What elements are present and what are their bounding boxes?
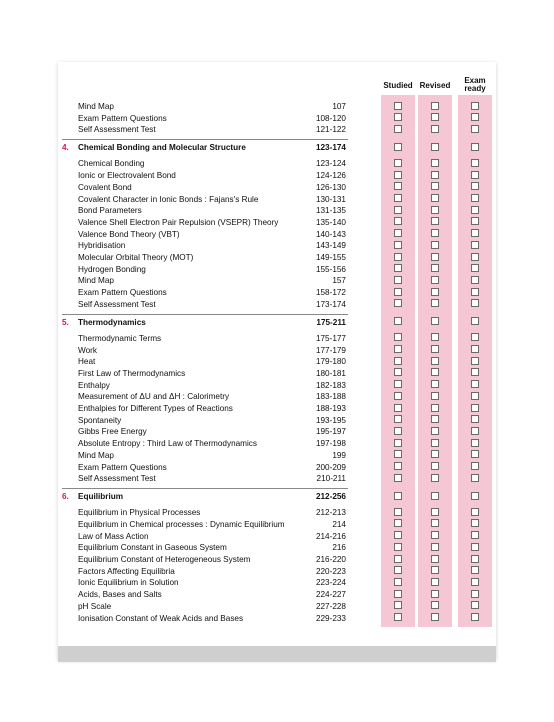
- topic-title: Ionic Equilibrium in Solution: [78, 578, 179, 588]
- topic-title: Valence Shell Electron Pair Repulsion (VSEPR) Theory: [78, 217, 279, 227]
- page-range: 182-183: [315, 380, 346, 390]
- topic-row: [0, 182, 554, 193]
- column-header-studied: Studied: [383, 81, 413, 90]
- page-range: 177-179: [315, 345, 346, 355]
- page-range: 149-155: [315, 253, 346, 262]
- topic-title: Self Assessment Test: [78, 125, 156, 135]
- topic-row: [0, 287, 554, 298]
- topic-row: [0, 613, 554, 624]
- topic-title: Self Assessment Test: [78, 474, 156, 484]
- page-range: 140-143: [315, 229, 346, 239]
- page-range: 210-211: [316, 474, 346, 484]
- topic-row: [0, 113, 554, 124]
- topic-title: Spontaneity: [78, 415, 122, 425]
- page-range: 214-216: [315, 531, 346, 541]
- page-range: 131-135: [315, 206, 346, 216]
- topic-title: Exam Pattern Questions: [78, 462, 167, 472]
- page-range: 227-228: [315, 601, 346, 611]
- topic-row: [0, 158, 554, 169]
- page-range: 199: [332, 450, 346, 460]
- topic-row: [0, 170, 554, 181]
- chapter-divider: [62, 488, 348, 489]
- topic-title: Hybridisation: [78, 241, 126, 251]
- topic-title: Valence Bond Theory (VBT): [78, 229, 180, 239]
- page-range: 188-193: [315, 404, 346, 413]
- page-range: 158-172: [315, 288, 346, 298]
- topic-row: [0, 473, 554, 484]
- topic-row: [0, 589, 554, 600]
- topic-row: [0, 240, 554, 251]
- page-range: 214: [332, 519, 346, 529]
- topic-row: [0, 356, 554, 367]
- page-range: 175-211: [316, 317, 346, 327]
- topic-title: Work: [78, 345, 97, 355]
- column-header-exam-ready: Exam ready: [464, 76, 486, 93]
- page-range: 143-149: [315, 241, 346, 251]
- topic-title: Enthalpy: [78, 380, 110, 390]
- page-range: 179-180: [315, 357, 346, 367]
- page-range: 135-140: [315, 217, 346, 227]
- page-range: 193-195: [315, 415, 346, 425]
- topic-row: [0, 205, 554, 216]
- topic-title: Equilibrium in Chemical processes : Dynamic Equilibrium: [78, 519, 285, 529]
- page-range: 195-197: [315, 427, 346, 437]
- chapter-number: 4.: [62, 143, 69, 153]
- chapter-row: [0, 142, 554, 153]
- topic-row: [0, 577, 554, 588]
- topic-title: Mind Map: [78, 102, 114, 111]
- page-range: 126-130: [315, 182, 346, 192]
- topic-row: [0, 426, 554, 437]
- topic-title: Covalent Character in Ionic Bonds : Fajans's Rule: [78, 194, 259, 204]
- topic-row: [0, 391, 554, 402]
- topic-title: Bond Parameters: [78, 206, 142, 216]
- topic-row: [0, 403, 554, 414]
- topic-title: Chemical Bonding: [78, 159, 145, 169]
- topic-row: [0, 554, 554, 565]
- page-range: 123-174: [315, 143, 346, 153]
- topic-title: Mind Map: [78, 276, 114, 286]
- page-range: 157: [332, 276, 346, 286]
- topic-title: Mind Map: [78, 450, 114, 460]
- topic-row: [0, 519, 554, 530]
- chapter-row: [0, 491, 554, 502]
- topic-title: Ionic or Electrovalent Bond: [78, 171, 176, 181]
- topic-row: [0, 450, 554, 461]
- page-range: 229-233: [315, 613, 346, 623]
- page-range: 173-174: [315, 299, 346, 309]
- topic-title: Thermodynamic Terms: [78, 333, 162, 343]
- topic-row: [0, 380, 554, 391]
- topic-row: [0, 333, 554, 344]
- page-range: 224-227: [315, 590, 346, 600]
- topic-title: pH Scale: [78, 601, 112, 611]
- topic-title: Self Assessment Test: [78, 299, 156, 309]
- topic-row: [0, 542, 554, 553]
- topic-title: Equilibrium in Physical Processes: [78, 508, 201, 518]
- topic-title: Covalent Bond: [78, 182, 132, 192]
- chapter-title: Chemical Bonding and Molecular Structure: [78, 143, 246, 153]
- page-range: 107: [332, 102, 346, 111]
- chapter-number: 6.: [62, 492, 69, 502]
- topic-row: [0, 531, 554, 542]
- topic-row: [0, 229, 554, 240]
- topic-row: [0, 415, 554, 426]
- topic-title: Hydrogen Bonding: [78, 264, 146, 274]
- topic-row: [0, 124, 554, 135]
- column-header-revised: Revised: [419, 81, 451, 90]
- topic-title: First Law of Thermodynamics: [78, 368, 186, 378]
- page-footer-bar: [58, 646, 496, 662]
- chapter-number: 5.: [62, 317, 69, 327]
- page-range: 155-156: [315, 264, 346, 274]
- topic-row: [0, 299, 554, 310]
- topic-title: Ionisation Constant of Weak Acids and Bases: [78, 613, 244, 623]
- page-range: 130-131: [315, 194, 346, 204]
- page-range: 220-223: [315, 566, 346, 576]
- page-range: 123-124: [315, 159, 346, 169]
- page-range: 180-181: [315, 368, 346, 378]
- topic-title: Law of Mass Action: [78, 531, 149, 541]
- page-range: 124-126: [315, 171, 346, 181]
- chapter-title: Equilibrium: [78, 492, 124, 502]
- topic-row: [0, 275, 554, 286]
- topic-title: Exam Pattern Questions: [78, 113, 167, 123]
- topic-title: Gibbs Free Energy: [78, 427, 147, 437]
- topic-title: Factors Affecting Equilibria: [78, 566, 175, 576]
- chapter-divider: [62, 139, 348, 140]
- page-range: 212-213: [315, 508, 346, 518]
- page-range: 175-177: [315, 333, 346, 343]
- chapter-divider: [62, 314, 348, 315]
- topic-row: [0, 601, 554, 612]
- page-range: 212-256: [315, 492, 346, 502]
- topic-row: [0, 217, 554, 228]
- topic-title: Acids, Bases and Salts: [78, 590, 162, 600]
- topic-row: [0, 368, 554, 379]
- page-range: 183-188: [315, 392, 346, 402]
- page-range: 197-198: [315, 439, 346, 449]
- topic-title: Exam Pattern Questions: [78, 288, 167, 298]
- topic-row: [0, 264, 554, 275]
- topic-title: Equilibrium Constant in Gaseous System: [78, 543, 227, 553]
- topic-row: [0, 462, 554, 473]
- topic-title: Heat: [78, 357, 96, 367]
- topic-row: [0, 438, 554, 449]
- topic-row: [0, 252, 554, 263]
- topic-title: Molecular Orbital Theory (MOT): [78, 253, 194, 262]
- chapter-title: Thermodynamics: [78, 317, 146, 327]
- topic-title: Absolute Entropy : Third Law of Thermodynamics: [78, 439, 257, 449]
- topic-row: [0, 345, 554, 356]
- page-range: 200-209: [315, 462, 346, 472]
- page-range: 108-120: [315, 113, 346, 123]
- page-range: 121-122: [315, 125, 346, 135]
- topic-row: [0, 194, 554, 205]
- topic-row: [0, 507, 554, 518]
- topic-title: Enthalpies for Different Types of Reactions: [78, 404, 233, 413]
- topic-row: [0, 101, 554, 112]
- page-range: 216-220: [315, 555, 346, 564]
- topic-title: Measurement of ΔU and ΔH : Calorimetry: [78, 392, 230, 402]
- topic-title: Equilibrium Constant of Heterogeneous System: [78, 555, 251, 564]
- page-range: 223-224: [315, 578, 346, 588]
- chapter-row: [0, 317, 554, 328]
- page-range: 216: [332, 543, 346, 553]
- topic-row: [0, 566, 554, 577]
